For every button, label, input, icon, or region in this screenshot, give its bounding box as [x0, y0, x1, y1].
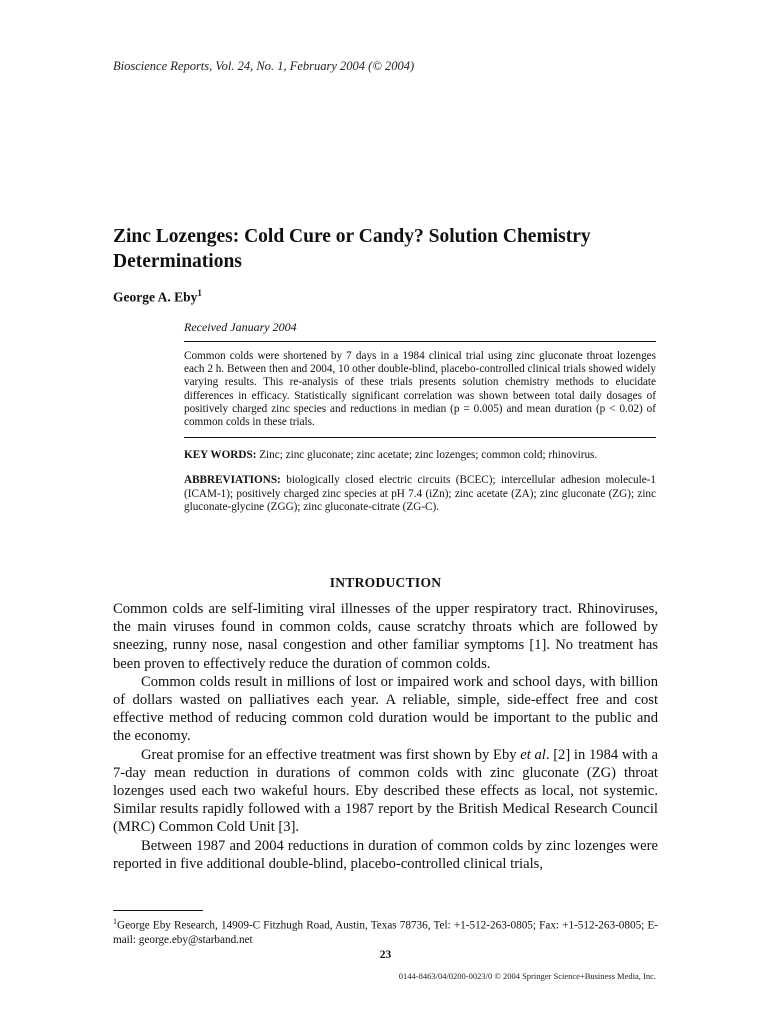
page-number: 23 [379, 949, 392, 961]
author-footnote-marker: 1 [197, 288, 202, 298]
abstract-bottom-rule [184, 437, 656, 438]
paragraph-1: Common colds are self-limiting viral illnesses of the upper respiratory tract. Rhinoviruses, the main viruses found in common colds, cause scratchy throats which are followed by sneezing, runny nose, nasal congestion and other familiar symptoms [1]. No treatment has been proven to effectively reduce the duration of common colds. [113, 601, 658, 672]
received-date: Received January 2004 [184, 320, 297, 334]
footnote-text: George Eby Research, 14909-C Fitzhugh Road, Austin, Texas 78736, Tel: +1-512-263-0805; Fax: +1-512-263-0805; E-mail: george.eby@starband.net [113, 919, 658, 946]
keywords [184, 449, 656, 462]
footnote-rule [113, 910, 203, 911]
abstract-top-rule [184, 341, 656, 342]
abstract-text: Common colds were shortened by 7 days in a 1984 clinical trial using zinc gluconate throat lozenges each 2 h. Between then and 2004, 10 other double-blind, placebo-controlled clinical trials showed widely varying results. This re-analysis of these trials presents solution chemistry methods to elucidate differences in efficacy. Statistically significant correlation was shown between total daily dosages of positively charged zinc species and reductions in median (p = 0.005) and mean duration (p < 0.02) of common colds in these trials. [184, 350, 656, 429]
section-heading-introduction: INTRODUCTION [329, 575, 442, 590]
abbreviations [184, 474, 656, 514]
article-title: Zinc Lozenges: Cold Cure or Candy? Solution Chemistry Determinations [113, 226, 591, 272]
footnote-marker: 1 [113, 917, 117, 926]
paragraph-2: Common colds result in millions of lost or impaired work and school days, with billion of dollars wasted on palliatives each year. A reliable, simple, side-effect free and cost effective method of reducing common cold duration would be important to the public and the economy. [113, 673, 658, 745]
abbreviations-label: ABBREVIATIONS: [184, 474, 281, 487]
abbreviations-text: biologically closed electric circuits (BCEC); intercellular adhesion molecule-1 (ICAM-1); positively charged zinc species at pH 7.4 (iZn); zinc acetate (ZA); zinc gluconate (ZG); zinc gluconate-glycine (ZGG); zinc gluconate-citrate (ZG-C). [184, 474, 657, 513]
et-al: et al [520, 746, 546, 763]
paragraph-3-rest: . [2] in 1984 with a 7-day mean reduction in durations of common colds with zinc gluconate (ZG) throat lozenges used each two wakeful hours. Eby described these effects as local, not systemic. Similar results rapidly followed with a 1987 report by the British Medical Research Council (MRC) Common Cold Unit [3]. [113, 746, 658, 836]
keywords-text: Zinc; zinc gluconate; zinc acetate; zinc lozenges; common cold; rhinovirus. [259, 449, 598, 462]
footnote [113, 915, 658, 947]
abstract-block [184, 320, 656, 514]
keywords-label: KEY WORDS: [184, 449, 257, 462]
journal-reference: Bioscience Reports, Vol. 24, No. 1, February 2004 (© 2004) [113, 59, 415, 73]
author-name: George A. Eby [113, 289, 198, 305]
paragraph-4: Between 1987 and 2004 reductions in duration of common colds by zinc lozenges were reported in five additional double-blind, placebo-controlled clinical trials, [113, 837, 658, 872]
author-line [113, 288, 202, 306]
introduction-body [113, 600, 658, 873]
copyright-line: 0144-8463/04/0200-0023/0 © 2004 Springer Science+Business Media, Inc. [398, 971, 656, 981]
paragraph-3 [113, 746, 658, 837]
paragraph-3-start: Great promise for an effective treatment was first shown by Eby [141, 746, 521, 763]
